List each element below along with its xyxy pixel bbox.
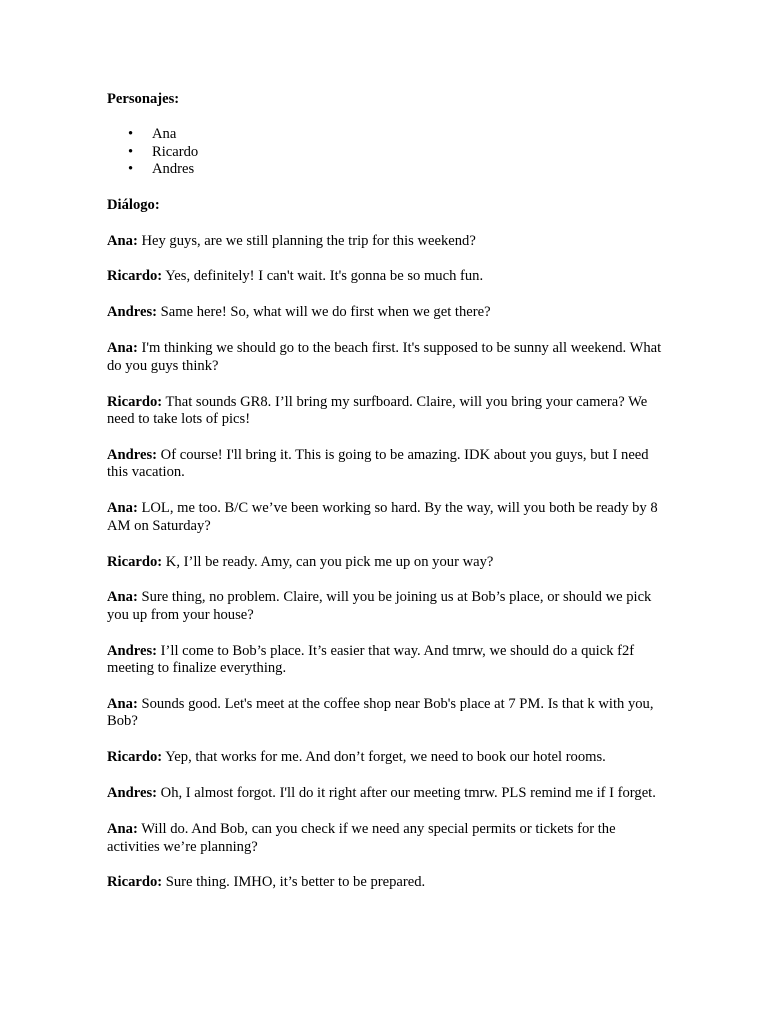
speaker-name: Ana: <box>107 232 138 249</box>
speaker-name: Andres: <box>107 785 158 802</box>
character-name: Ricardo <box>152 143 199 160</box>
characters-list <box>107 126 667 178</box>
speaker-name: Ana: <box>107 340 138 357</box>
speaker-name: Ricardo: <box>107 393 163 410</box>
dialogue-text: Hey guys, are we still planning the trip for this weekend? <box>137 232 476 249</box>
speaker-name: Ana: <box>107 589 138 606</box>
dialogue-text: Will do. And Bob, can you check if we need any special permits or tickets for the activities we’re planning? <box>107 821 616 855</box>
dialogue-text: Oh, I almost forgot. I'll do it right after our meeting tmrw. PLS remind me if I forget. <box>157 785 656 802</box>
dialogue-text: That sounds GR8. I’ll bring my surfboard. Claire, will you bring your camera? We need to take lots of pics! <box>107 393 648 427</box>
dialogue-section <box>107 233 667 892</box>
dialogue-text: Sounds good. Let's meet at the coffee shop near Bob's place at 7 PM. Is that k with you, Bob? <box>107 696 654 730</box>
dialogue-line <box>107 233 667 250</box>
speaker-name: Andres: <box>107 304 158 321</box>
speaker-name: Ana: <box>107 500 138 517</box>
bullet-icon: • <box>128 161 134 178</box>
dialogue-text: K, I’ll be ready. Amy, can you pick me up on your way? <box>162 553 494 570</box>
dialogue-text: Of course! I'll bring it. This is going to be amazing. IDK about you guys, but I need this vacation. <box>107 446 649 481</box>
dialogue-text: Yep, that works for me. And don’t forget, we need to book our hotel rooms. <box>162 749 606 766</box>
dialogue-text: Sure thing. IMHO, it’s better to be prepared. <box>162 874 426 891</box>
dialogue-text: LOL, me too. B/C we’ve been working so hard. By the way, will you both be ready by 8 AM on Saturday? <box>107 500 658 534</box>
list-item <box>107 126 667 143</box>
dialogue-line <box>107 447 667 482</box>
speaker-name: Ricardo: <box>107 874 163 891</box>
speaker-name: Andres: <box>107 446 158 463</box>
speaker-name: Ana: <box>107 696 138 713</box>
dialogue-line <box>107 821 667 856</box>
dialogue-line <box>107 500 667 535</box>
dialogue-line <box>107 874 667 891</box>
speaker-name: Ricardo: <box>107 268 163 285</box>
character-name: Ana <box>152 126 177 143</box>
dialogue-line <box>107 643 667 678</box>
dialogue-line <box>107 304 667 321</box>
speaker-name: Ana: <box>107 821 138 838</box>
characters-heading: Personajes: <box>107 91 180 107</box>
dialogue-text: Same here! So, what will we do first when we get there? <box>157 304 491 321</box>
dialogue-heading: Diálogo: <box>107 196 160 213</box>
speaker-name: Ricardo: <box>107 749 163 766</box>
dialogue-text: I’ll come to Bob’s place. It’s easier that way. And tmrw, we should do a quick f2f meeting to finalize everything. <box>107 642 635 677</box>
dialogue-line <box>107 340 667 375</box>
list-item <box>107 144 667 161</box>
dialogue-line <box>107 749 667 766</box>
bullet-icon: • <box>128 126 134 143</box>
character-name: Andres <box>152 161 195 178</box>
dialogue-line <box>107 589 667 624</box>
dialogue-line <box>107 785 667 802</box>
speaker-name: Ricardo: <box>107 553 163 570</box>
document-page <box>107 91 667 892</box>
dialogue-line <box>107 268 667 285</box>
bullet-icon: • <box>128 143 134 160</box>
dialogue-line <box>107 554 667 571</box>
dialogue-text: Sure thing, no problem. Claire, will you be joining us at Bob’s place, or should we pick you up from your house? <box>107 589 652 623</box>
list-item <box>107 161 667 178</box>
dialogue-text: I'm thinking we should go to the beach first. It's supposed to be sunny all weekend. What do you guys think? <box>107 340 662 374</box>
speaker-name: Andres: <box>107 642 158 659</box>
dialogue-line <box>107 696 667 731</box>
dialogue-text: Yes, definitely! I can't wait. It's gonna be so much fun. <box>162 268 484 285</box>
dialogue-line <box>107 394 667 429</box>
